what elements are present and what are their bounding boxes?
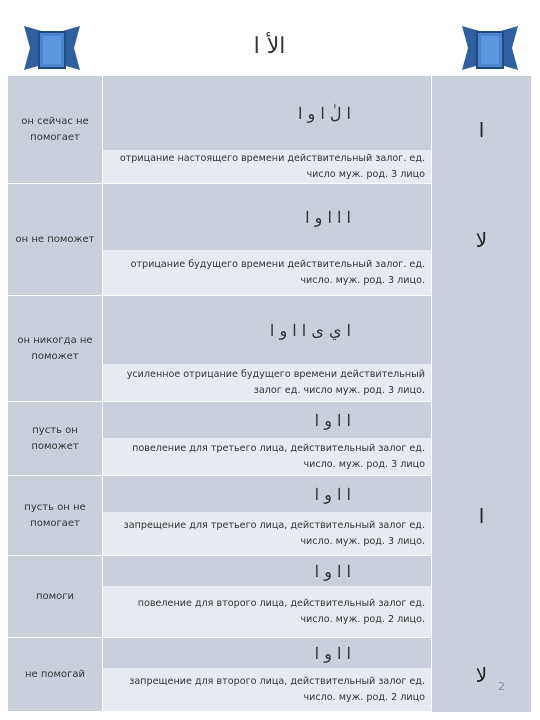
arabic-form: ا ا و ا bbox=[102, 476, 432, 512]
translation-cell: пусть он не помогает bbox=[8, 476, 102, 556]
particle-cell: ا bbox=[478, 118, 485, 142]
arabic-form: ا ا و ا bbox=[102, 556, 432, 586]
translation-cell: он никогда не поможет bbox=[8, 296, 102, 402]
grammar-description: запрещение для второго лица, действительный залог ед. число. муж. род. 2 лицо bbox=[102, 668, 432, 712]
book-banner-icon bbox=[460, 18, 520, 78]
page-title: الأ ا bbox=[253, 34, 286, 59]
translation-cell: не помогай bbox=[8, 638, 102, 712]
translation-cell: он не поможет bbox=[8, 184, 102, 296]
arabic-form: ا ا و ا bbox=[102, 402, 432, 438]
translation-cell: пусть он поможет bbox=[8, 402, 102, 476]
grammar-description: отрицание настоящего времени действительный залог. ед. число муж. род. 3 лицо bbox=[102, 150, 432, 184]
slide-header bbox=[8, 8, 531, 76]
arabic-form: ا ا و ا bbox=[102, 638, 432, 668]
grammar-description: запрещение для третьего лица, действительный залог ед. число. муж. род. 3 лицо. bbox=[102, 512, 432, 556]
conjugation-table bbox=[8, 76, 531, 712]
russian-translation-column bbox=[8, 76, 102, 712]
particle-cell: ا bbox=[478, 504, 485, 528]
grammar-description: повеление для второго лица, действительный залог ед. число. муж. род. 2 лицо. bbox=[102, 586, 432, 638]
arabic-form: ا ا ا و ا bbox=[102, 184, 432, 250]
arabic-form: ا لٰ ا و ا bbox=[102, 76, 432, 150]
grammar-description: усиленное отрицание будущего времени действительный залог ед. число муж. род. 3 лицо. bbox=[102, 364, 432, 402]
grammar-description: отрицание будущего времени действительный залог. ед. число. муж. род. 3 лицо. bbox=[102, 250, 432, 296]
translation-cell: помоги bbox=[8, 556, 102, 638]
particle-column bbox=[432, 76, 531, 712]
particle-cell: لا bbox=[475, 663, 488, 687]
page-number: 2 bbox=[498, 680, 505, 693]
grammar-description: повеление для третьего лица, действительный залог ед. число. муж. род. 3 лицо bbox=[102, 438, 432, 476]
arabic-form: ا ي ی ا ا و ا bbox=[102, 296, 432, 364]
translation-cell: он сейчас не помогает bbox=[8, 76, 102, 184]
particle-cell: لا bbox=[475, 228, 488, 252]
